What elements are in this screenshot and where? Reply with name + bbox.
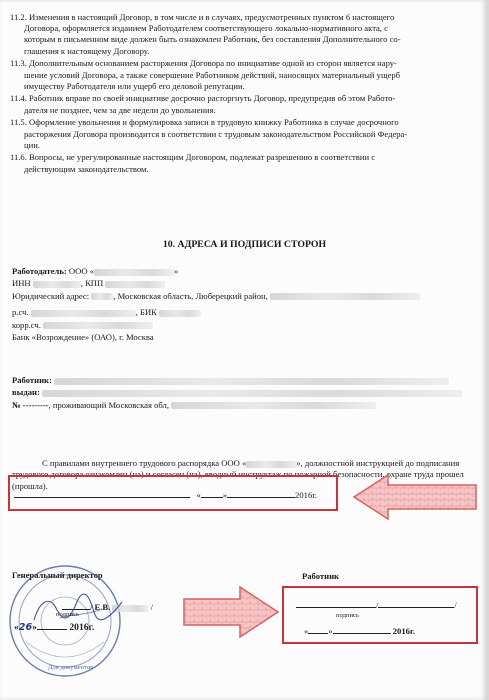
employer-label: Работодатель: — [12, 266, 67, 276]
redacted-worker-name — [54, 378, 449, 385]
worker-label: Работник: — [12, 375, 52, 385]
director-title: Генеральный директор — [12, 570, 103, 580]
worker-name-blank[interactable] — [378, 598, 454, 608]
redacted-residence — [171, 402, 376, 409]
clause-line: ции. — [24, 139, 40, 150]
redacted-zip — [91, 293, 113, 300]
redacted-korr — [43, 322, 153, 329]
contract-clauses — [10, 12, 480, 176]
employer-inn-label: ИНН — [12, 278, 31, 289]
employer-kpp-label: КПП — [85, 278, 104, 289]
worker-date-quote-open: « — [304, 626, 309, 636]
signature-line-1 — [14, 488, 317, 500]
employer-bik-label: БИК — [140, 307, 157, 318]
employer-name-suffix: » — [174, 266, 179, 276]
worker-date-month-blank[interactable] — [333, 624, 391, 634]
worker-signature-blank[interactable] — [296, 598, 376, 608]
worker-sign-title: Работник — [302, 571, 339, 581]
ack-part-2: », должностной инструкцией до подписания трудового договора ознакомлен (на) и согласен (на), вводный инструктаж по пожарной безопасности, охране труда прошел (прошла). — [12, 458, 464, 491]
clause-3 — [10, 93, 480, 115]
director-date-day: 26 — [18, 622, 33, 633]
director-year: 2016г. — [69, 622, 95, 633]
clause-line: имуществу Работодателя или ущерб его деловой репутации. — [24, 80, 245, 91]
worker-issued-label: выдан: — [12, 387, 40, 398]
stamp-text: Для документов — [48, 664, 94, 671]
worker-date-quote-close: » — [328, 626, 333, 636]
date-quote-open: « — [196, 490, 201, 500]
date-month-blank[interactable] — [227, 488, 295, 498]
worker-number-label: № --------- — [12, 399, 49, 410]
clause-1 — [10, 12, 480, 57]
clause-line: которым в письменном виде должен быть ознакомлен Работник, без составления Дополнительного со- — [24, 34, 401, 45]
clause-5 — [10, 152, 480, 174]
worker-block — [12, 374, 480, 411]
date-quote-close: » — [222, 490, 228, 500]
clause-line: расторжения Договора производится в соответствии с трудовым законодательством Российской Федера- — [24, 128, 408, 139]
employer-block: Работодатель: ООО « » ИНН , КПП Юридический адрес: , Московская область, Люберецкий район, р.сч. , БИК корр.сч. Банк «Возрождение» (ОАО), г. Москва — [12, 265, 480, 343]
employer-bank: Банк «Возрождение» (ОАО), г. Москва — [12, 332, 154, 343]
clause-line: 11.3. Дополнительным основанием расторжения Договора по инициативе одной из сторон является нару- — [10, 58, 397, 69]
handwritten-signature — [30, 590, 130, 630]
employer-name-prefix: ООО « — [68, 266, 94, 276]
clause-line: дателя не позднее, чем за две недели до увольнения. — [24, 104, 216, 115]
redacted-rs — [31, 310, 136, 317]
clause-line: действующим законодательством. — [24, 163, 149, 174]
worker-residence-text: , проживающий Московская обл, — [48, 399, 169, 410]
ack-part-1: С правилами внутреннего трудового распорядка ООО « — [42, 458, 247, 468]
redacted-name — [94, 269, 174, 276]
clause-line: Договора, оформляется изданием Работодателем соответствующего локально-нормативного акта, с — [24, 23, 388, 34]
redacted-bik — [159, 310, 201, 317]
redacted-kpp — [105, 281, 165, 288]
clause-line: шение условий Договора, а также совершение Работником действий, наносящих материальный ущерб — [24, 69, 401, 80]
director-sign-caption: подпись — [56, 611, 79, 618]
arrow-left-icon — [352, 473, 480, 521]
worker-date-day-blank[interactable] — [308, 624, 328, 634]
employer-address-label: Юридический адрес: — [12, 290, 90, 301]
clause-line: 11.2. Изменения в настоящий Договор, в том числе и в случаях, предусмотренных пунктом 6 настоящего — [10, 12, 395, 22]
worker-date-year: 2016г. — [392, 626, 416, 636]
director-date-quote-close: » — [32, 622, 37, 633]
date-day-blank[interactable] — [201, 488, 223, 498]
employer-address-text: , Московская область, Люберецкий район, — [113, 290, 268, 301]
employer-rs-label: р.сч. — [12, 307, 29, 318]
clause-line: 11.4. Работник вправе по своей инициативе досрочно расторгнуть Договор, предупредив об этом Работо- — [10, 93, 396, 104]
date-year: 2016г. — [295, 490, 317, 500]
clause-line: 11.6. Вопросы, не урегулированные настоящим Договором, подлежат разрешению в соответствии с — [10, 152, 376, 163]
section-title: 10. АДРЕСА И ПОДПИСИ СТОРОН — [162, 239, 327, 250]
redacted-address — [270, 293, 420, 300]
clause-line: глашения к настоящему Договору. — [24, 45, 150, 56]
slash: / — [150, 602, 153, 612]
worker-signature-line: / / — [296, 598, 457, 610]
arrow-right-icon — [182, 583, 282, 641]
worker-sign-caption: подпись — [336, 612, 359, 619]
clause-4 — [10, 117, 480, 151]
clause-2 — [10, 58, 480, 92]
signature-blank[interactable] — [14, 488, 190, 498]
clause-line: 11.5. Оформление увольнения и формулировка записи в трудовую книжку Работника в случае досрочного — [10, 117, 399, 128]
redacted-issued — [42, 390, 462, 397]
redacted-inn — [33, 281, 81, 288]
director-date-quote-open: « — [14, 622, 19, 633]
redacted-company — [246, 461, 296, 468]
worker-date-line — [304, 624, 415, 636]
employer-korr-label: корр.сч. — [12, 319, 41, 330]
director-initials: / Е.В. — [90, 602, 111, 612]
